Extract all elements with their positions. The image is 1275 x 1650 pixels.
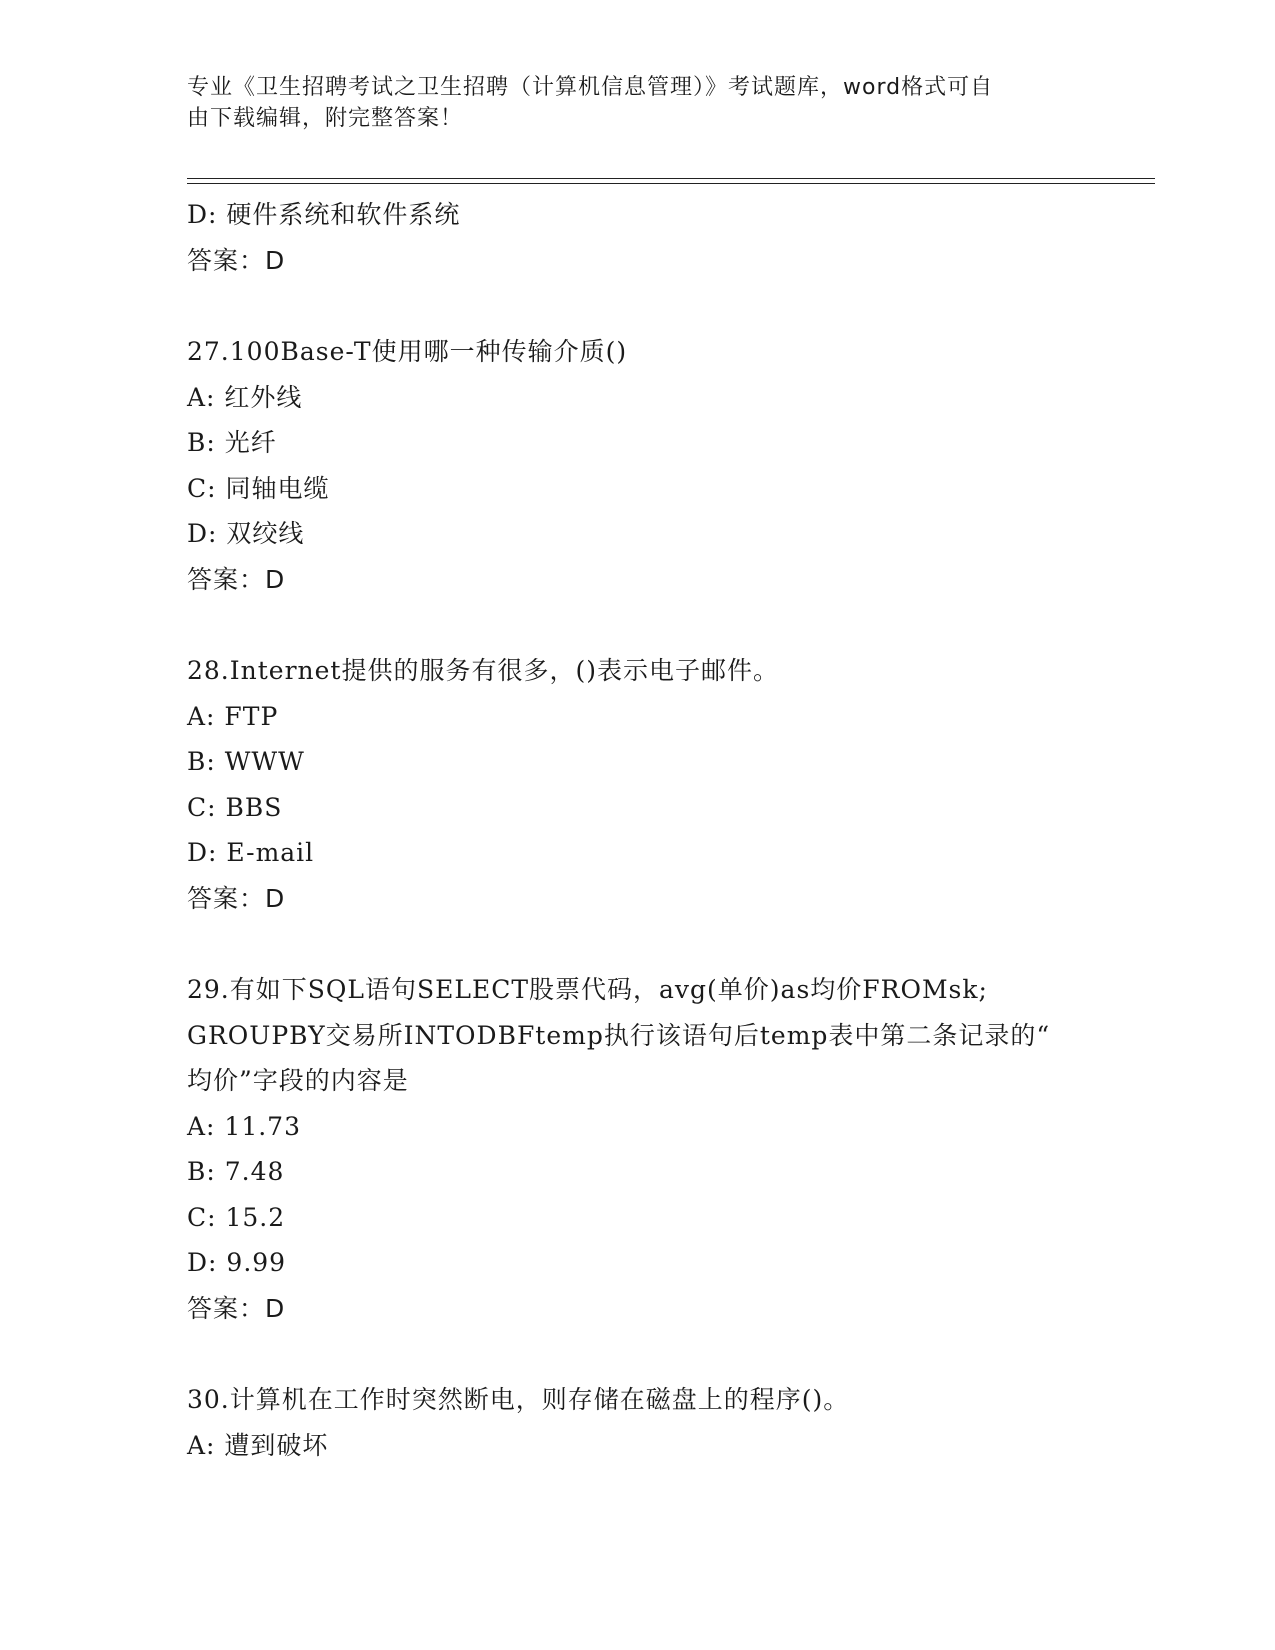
question-stem-line-3: 均价”字段的内容是 xyxy=(187,1066,409,1095)
header-line-2: 由下载编辑，附完整答案！ xyxy=(187,106,464,131)
option-a: A: FTP xyxy=(187,701,279,731)
answer: 答案：D xyxy=(187,564,286,594)
question-stem: 30.计算机在工作时突然断电，则存储在磁盘上的程序()。 xyxy=(187,1385,850,1414)
answer: 答案：D xyxy=(187,245,286,275)
option-b: B: 光纤 xyxy=(187,428,277,457)
question-stem: 28.Internet提供的服务有很多，()表示电子邮件。 xyxy=(187,656,779,685)
option-b: B: WWW xyxy=(187,747,305,776)
question-stem: 27.100Base-T使用哪一种传输介质() xyxy=(187,337,628,366)
option-c: C: 同轴电缆 xyxy=(187,473,330,503)
header-line-1: 专业《卫生招聘考试之卫生招聘（计算机信息管理）》考试题库，word格式可自 xyxy=(187,75,994,100)
option-c: C: 15.2 xyxy=(187,1202,286,1232)
document-header xyxy=(187,72,1067,134)
header-rule-top xyxy=(187,178,1155,179)
question-list xyxy=(187,192,1087,1468)
option-a: A: 遭到破坏 xyxy=(187,1430,329,1460)
answer: 答案：D xyxy=(187,1293,286,1323)
answer: 答案：D xyxy=(187,883,286,913)
question-28 xyxy=(187,648,1087,921)
question-stem-line-1: 29.有如下SQL语句SELECT股票代码，avg(单价)as均价FROMsk; xyxy=(187,975,988,1004)
question-30 xyxy=(187,1377,1087,1468)
option-d: D: 硬件系统和软件系统 xyxy=(187,200,461,229)
option-d: D: 双绞线 xyxy=(187,519,305,548)
question-26-tail xyxy=(187,192,1087,283)
option-a: A: 红外线 xyxy=(187,382,303,412)
header-rule-bottom xyxy=(187,183,1155,184)
question-29 xyxy=(187,967,1087,1331)
option-c: C: BBS xyxy=(187,792,283,822)
option-d: D: E-mail xyxy=(187,838,315,867)
option-b: B: 7.48 xyxy=(187,1157,285,1186)
question-27 xyxy=(187,329,1087,602)
question-stem-line-2: GROUPBY交易所INTODBFtemp执行该语句后temp表中第二条记录的“ xyxy=(187,1020,1051,1050)
option-d: D: 9.99 xyxy=(187,1248,287,1277)
option-a: A: 11.73 xyxy=(187,1111,301,1141)
